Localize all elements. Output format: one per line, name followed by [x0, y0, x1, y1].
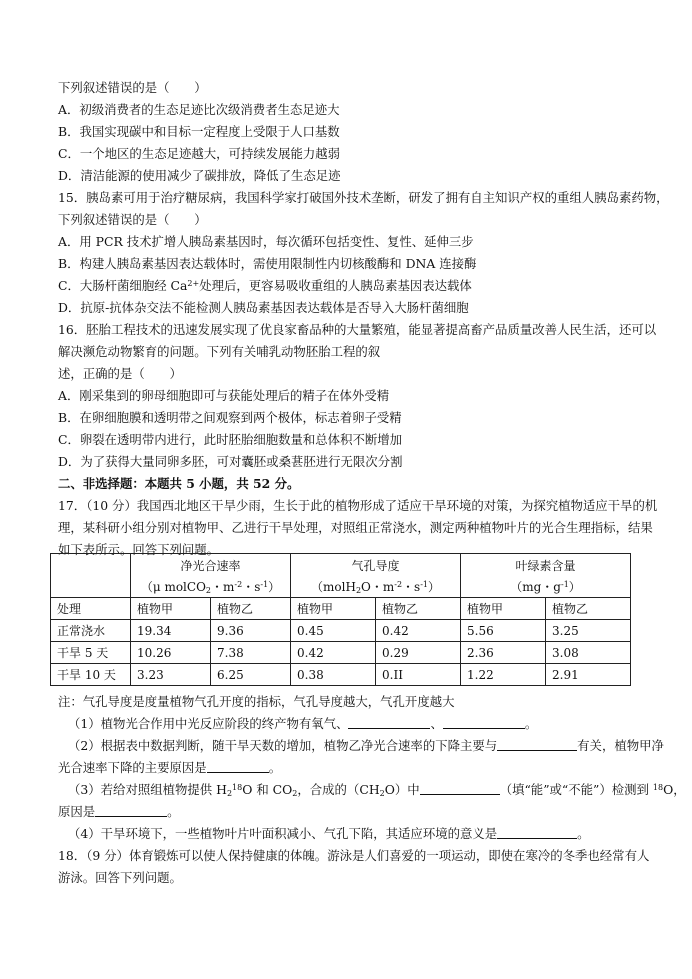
table-cell: 0.42 [291, 642, 376, 664]
data-table [50, 553, 631, 686]
q14-option-a: A．初级消费者的生态足迹比次级消费者生态足迹大 [58, 102, 340, 117]
q17-sub1: （1）植物光合作用中光反应阶段的终产物有氧气、 、 。 [68, 716, 538, 731]
q18-stem-line1: 18．（9 分）体育锻炼可以使人保持健康的体魄。游泳是人们喜爱的一项运动，即使在寒冷的冬季也经常有人 [58, 848, 650, 863]
table-cell: 3.25 [546, 620, 631, 642]
col-header: 植物乙 [546, 598, 631, 620]
table-cell: 0.II [376, 664, 461, 686]
table-cell: 干旱 5 天 [51, 642, 131, 664]
table-cell: 2.36 [461, 642, 546, 664]
answer-blank[interactable] [207, 760, 269, 773]
table-cell: 19.34 [131, 620, 211, 642]
q14-stem-tail: 下列叙述错误的是（ ） [58, 80, 207, 95]
q16-option-c: C．卵裂在透明带内进行，此时胚胎细胞数量和总体积不断增加 [58, 432, 403, 447]
table-cell: 0.45 [291, 620, 376, 642]
table-cell: 3.08 [546, 642, 631, 664]
table-cell: 正常浇水 [51, 620, 131, 642]
table-cell: 2.91 [546, 664, 631, 686]
table-column-header-row [51, 598, 631, 620]
q18-stem-line2: 游泳。回答下列问题。 [58, 870, 182, 885]
q15-option-d: D．抗原-抗体杂交法不能检测人胰岛素基因表达载体是否导入大肠杆菌细胞 [58, 300, 469, 315]
q15-stem-line1: 15．胰岛素可用于治疗糖尿病，我国科学家打破国外技术垄断，研发了拥有自主知识产权的重组人胰岛素药物， [58, 190, 669, 205]
answer-blank[interactable] [95, 804, 167, 817]
table-cell: 5.56 [461, 620, 546, 642]
answer-blank[interactable] [497, 738, 577, 751]
q16-stem-line1: 16．胚胎工程技术的迅速发展实现了优良家畜品种的大量繁殖，能显著提高畜产品质量改善人民生活，还可以 [58, 322, 657, 337]
table-row [51, 664, 631, 686]
q17-stem-line1: 17．（10 分）我国西北地区干旱少雨，生长于此的植物形成了适应干旱环境的对策，为探究植物适应干旱的机 [58, 498, 658, 513]
q16-stem-line2: 解决濒危动物繁育的问题。下列有关哺乳动物胚胎工程的叙 [58, 344, 381, 359]
answer-blank[interactable] [443, 716, 525, 729]
col-header: 处理 [51, 598, 131, 620]
answer-blank[interactable] [497, 826, 577, 839]
table-cell: 3.23 [131, 664, 211, 686]
section-heading: 二、非选择题：本题共 5 小题，共 52 分。 [58, 476, 300, 491]
q14-option-c: C．一个地区的生态足迹越大，可持续发展能力越弱 [58, 146, 341, 161]
q17-sub3-line1: （3）若给对照组植物提供 $H_2^{18}O$ 和 $CO_2$，合成的$(CH_2O)$中 （填“能”或“不能”）检测到 $^{18}$O， [68, 782, 686, 798]
table-cell: 干旱 10 天 [51, 664, 131, 686]
q14-option-b: B．我国实现碳中和目标一定程度上受限于人口基数 [58, 124, 340, 139]
q17-sub4: （4）干旱环境下，一些植物叶片叶面积减小、气孔下陷，其适应环境的意义是 。 [68, 826, 590, 841]
answer-blank[interactable] [348, 716, 430, 729]
q14-option-d: D．清洁能源的使用减少了碳排放，降低了生态足迹 [58, 168, 341, 183]
q16-stem-line3: 述，正确的是（ ） [58, 366, 182, 381]
table-note: 注：气孔导度是度量植物气孔开度的指标，气孔导度越大，气孔开度越大 [58, 694, 455, 709]
table-cell: 0.38 [291, 664, 376, 686]
table-corner-cell [51, 554, 131, 577]
header-net-photosynthesis: 净光合速率 [131, 554, 291, 577]
table-corner-cell-lower [51, 576, 131, 598]
header-stomatal-conductance: 气孔导度 [291, 554, 461, 577]
answer-blank[interactable] [420, 782, 500, 795]
col-header: 植物乙 [211, 598, 291, 620]
q16-option-a: A．刚采集到的卵母细胞即可与获能处理后的精子在体外受精 [58, 388, 390, 403]
q15-option-b: B．构建人胰岛素基因表达载体时，需使用限制性内切核酸酶和 DNA 连接酶 [58, 256, 477, 271]
unit-chlorophyll: （mg・$g^{-1}$） [461, 576, 631, 598]
table-cell: 9.36 [211, 620, 291, 642]
unit-net-photosynthesis: （μ molCO$_2$・$m^{-2}$・$s^{-1}$） [131, 576, 291, 598]
header-chlorophyll: 叶绿素含量 [461, 554, 631, 577]
col-header: 植物甲 [131, 598, 211, 620]
q15-option-c: C．大肠杆菌细胞经 $Ca^{2+}$处理后，更容易吸收重组的人胰岛素基因表达载体 [58, 278, 472, 293]
table-cell: 0.42 [376, 620, 461, 642]
q17-sub2-line1: （2）根据表中数据判断，随干旱天数的增加，植物乙净光合速率的下降主要与 有关，植物甲净 [68, 738, 664, 753]
q15-option-a: A．用 PCR 技术扩增人胰岛素基因时，每次循环包括变性、复性、延伸三步 [58, 234, 474, 249]
unit-stomatal-conductance: （molH$_2$O・$m^{-2}$・$s^{-1}$） [291, 576, 461, 598]
table-cell: 10.26 [131, 642, 211, 664]
table-row [51, 620, 631, 642]
q16-option-d: D．为了获得大量同卵多胚，可对囊胚或桑葚胚进行无限次分割 [58, 454, 403, 469]
table-cell: 0.29 [376, 642, 461, 664]
q15-stem-line2: 下列叙述错误的是（ ） [58, 212, 207, 227]
table-cell: 7.38 [211, 642, 291, 664]
table-cell: 6.25 [211, 664, 291, 686]
q17-stem-line3: 如下表所示。回答下列问题。 [58, 542, 220, 557]
col-header: 植物甲 [291, 598, 376, 620]
table-row [51, 642, 631, 664]
q17-sub2-line2: 光合速率下降的主要原因是 。 [58, 760, 282, 775]
q17-sub3-line2: 原因是 。 [58, 804, 180, 819]
col-header: 植物乙 [376, 598, 461, 620]
table-cell: 1.22 [461, 664, 546, 686]
q16-option-b: B．在卵细胞膜和透明带之间观察到两个极体，标志着卵子受精 [58, 410, 402, 425]
col-header: 植物甲 [461, 598, 546, 620]
q17-stem-line2: 理，某科研小组分别对植物甲、乙进行干旱处理，对照组正常浇水，测定两种植物叶片的光合生理指标，结果 [58, 520, 653, 535]
